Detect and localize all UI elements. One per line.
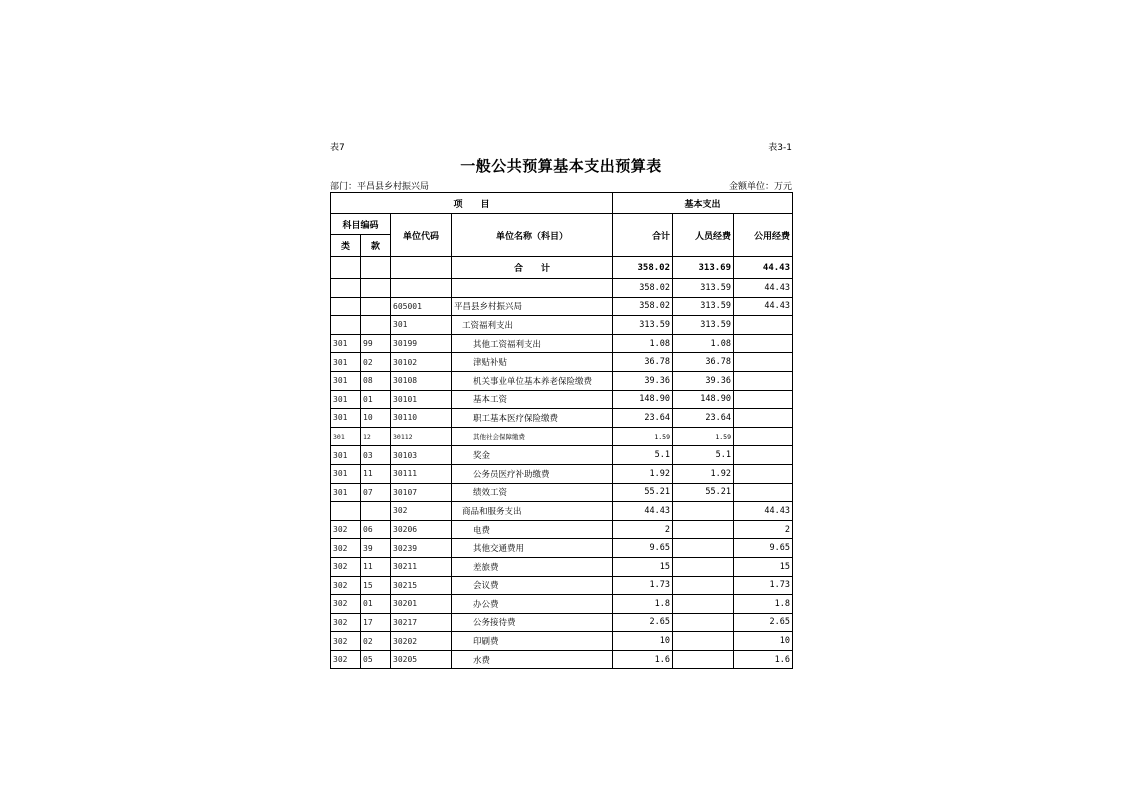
table-row: [331, 483, 793, 502]
row-kuan: 06: [361, 520, 391, 539]
table-row: [331, 613, 793, 632]
row-public: [734, 316, 793, 335]
row-public: [734, 409, 793, 428]
row-unit-code: 30107: [391, 483, 452, 502]
table-row: [331, 520, 793, 539]
subject-code-header: 科目编码: [331, 214, 391, 235]
total-personnel: 313.69: [673, 257, 734, 279]
row-unit-name: 水费: [452, 650, 613, 669]
row-unit-name: 工资福利支出: [452, 316, 613, 335]
row-unit-code: 30217: [391, 613, 452, 632]
table-row: [331, 539, 793, 558]
row-total: 2: [613, 520, 673, 539]
row-kuan: 01: [361, 390, 391, 409]
table-row: [331, 650, 793, 669]
row-total: 313.59: [613, 316, 673, 335]
table-row: [331, 316, 793, 335]
row-kuan: [361, 297, 391, 316]
personnel-header: 人员经费: [673, 214, 734, 257]
row-unit-code: 30211: [391, 557, 452, 576]
unit-code-header: 单位代码: [391, 214, 452, 257]
row-total: 1.6: [613, 650, 673, 669]
row-unit-name: 公务接待费: [452, 613, 613, 632]
row-unit-code: 30199: [391, 334, 452, 353]
row-unit-code: 30206: [391, 520, 452, 539]
row-unit-name: 机关事业单位基本养老保险缴费: [452, 371, 613, 390]
row-lei: [331, 316, 361, 335]
row-public: 2.65: [734, 613, 793, 632]
row-personnel: 313.59: [673, 316, 734, 335]
row-total: 36.78: [613, 353, 673, 372]
row-public: 15: [734, 557, 793, 576]
table-row: [331, 353, 793, 372]
row-kuan: 11: [361, 557, 391, 576]
table-row: [331, 409, 793, 428]
table-row: [331, 390, 793, 409]
row-lei: 301: [331, 334, 361, 353]
row-kuan: 08: [361, 371, 391, 390]
row-lei: 301: [331, 446, 361, 465]
row-personnel: 313.59: [673, 279, 734, 298]
row-lei: 301: [331, 353, 361, 372]
row-public: 44.43: [734, 279, 793, 298]
row-unit-code: 30205: [391, 650, 452, 669]
row-lei: 301: [331, 390, 361, 409]
row-public: [734, 390, 793, 409]
row-personnel: 5.1: [673, 446, 734, 465]
row-unit-code: 30103: [391, 446, 452, 465]
row-unit-name: 会议费: [452, 576, 613, 595]
total-public: 44.43: [734, 257, 793, 279]
row-unit-name: 平昌县乡村振兴局: [452, 297, 613, 316]
row-total: 55.21: [613, 483, 673, 502]
table-row: [331, 595, 793, 614]
row-public: 1.8: [734, 595, 793, 614]
row-unit-name: 商品和服务支出: [452, 502, 613, 521]
row-personnel: [673, 632, 734, 651]
row-lei: 301: [331, 464, 361, 483]
row-total: 39.36: [613, 371, 673, 390]
public-header: 公用经费: [734, 214, 793, 257]
table-number: 表7: [330, 143, 345, 153]
row-personnel: 39.36: [673, 371, 734, 390]
row-kuan: 10: [361, 409, 391, 428]
row-public: 10: [734, 632, 793, 651]
row-lei: 302: [331, 557, 361, 576]
row-unit-code: 30112: [391, 427, 452, 446]
unit-name-header: 单位名称（科目）: [452, 214, 613, 257]
row-kuan: [361, 502, 391, 521]
row-personnel: 1.08: [673, 334, 734, 353]
row-public: 44.43: [734, 297, 793, 316]
row-personnel: 313.59: [673, 297, 734, 316]
row-total: 1.59: [613, 427, 673, 446]
row-public: [734, 446, 793, 465]
row-kuan: 17: [361, 613, 391, 632]
row-unit-name: 津贴补贴: [452, 353, 613, 372]
row-personnel: [673, 595, 734, 614]
row-unit-code: 30201: [391, 595, 452, 614]
row-unit-name: 电费: [452, 520, 613, 539]
row-total: 1.92: [613, 464, 673, 483]
row-unit-name: 绩效工资: [452, 483, 613, 502]
row-total: 10: [613, 632, 673, 651]
row-total: 15: [613, 557, 673, 576]
table-row: [331, 576, 793, 595]
row-public: [734, 334, 793, 353]
row-unit-code: 30239: [391, 539, 452, 558]
row-personnel: [673, 539, 734, 558]
lei-header: 类: [331, 235, 361, 257]
row-kuan: 11: [361, 464, 391, 483]
table-row: [331, 427, 793, 446]
row-lei: 301: [331, 427, 361, 446]
row-unit-code: 30108: [391, 371, 452, 390]
header-row-2: [331, 214, 793, 235]
row-lei: 301: [331, 371, 361, 390]
row-unit-code: 30110: [391, 409, 452, 428]
row-personnel: 148.90: [673, 390, 734, 409]
row-lei: 302: [331, 539, 361, 558]
row-public: [734, 427, 793, 446]
row-kuan: 15: [361, 576, 391, 595]
row-personnel: [673, 557, 734, 576]
row-unit-name: [452, 279, 613, 298]
row-total: 358.02: [613, 279, 673, 298]
total-sum: 358.02: [613, 257, 673, 279]
table-row: [331, 464, 793, 483]
row-lei: 302: [331, 632, 361, 651]
row-total: 44.43: [613, 502, 673, 521]
row-unit-name: 职工基本医疗保险缴费: [452, 409, 613, 428]
row-unit-code: 301: [391, 316, 452, 335]
table-row: [331, 557, 793, 576]
table-row: [331, 371, 793, 390]
row-total: 5.1: [613, 446, 673, 465]
row-lei: [331, 502, 361, 521]
row-unit-code: 302: [391, 502, 452, 521]
row-public: [734, 353, 793, 372]
row-personnel: 23.64: [673, 409, 734, 428]
row-unit-code: 30111: [391, 464, 452, 483]
row-public: [734, 371, 793, 390]
row-unit-name: 办公费: [452, 595, 613, 614]
table-row: [331, 446, 793, 465]
row-total: 1.8: [613, 595, 673, 614]
table-sub-number: 表3-1: [768, 143, 792, 153]
row-total: 9.65: [613, 539, 673, 558]
table-row: [331, 632, 793, 651]
row-total: 2.65: [613, 613, 673, 632]
row-kuan: [361, 316, 391, 335]
row-kuan: 12: [361, 427, 391, 446]
total-header: 合计: [613, 214, 673, 257]
basic-expense-header: 基本支出: [613, 193, 793, 214]
row-unit-name: 奖金: [452, 446, 613, 465]
row-personnel: [673, 613, 734, 632]
row-public: 1.6: [734, 650, 793, 669]
row-kuan: 39: [361, 539, 391, 558]
row-kuan: 07: [361, 483, 391, 502]
department-label: 部门：平昌县乡村振兴局: [330, 182, 430, 192]
row-personnel: 36.78: [673, 353, 734, 372]
row-total: 1.08: [613, 334, 673, 353]
row-lei: 302: [331, 576, 361, 595]
row-public: [734, 483, 793, 502]
row-kuan: [361, 279, 391, 298]
table-row: [331, 502, 793, 521]
row-lei: 302: [331, 650, 361, 669]
row-unit-code: 30215: [391, 576, 452, 595]
row-personnel: [673, 520, 734, 539]
row-unit-code: 30102: [391, 353, 452, 372]
row-kuan: 03: [361, 446, 391, 465]
row-lei: [331, 297, 361, 316]
row-lei: 302: [331, 595, 361, 614]
row-unit-code: [391, 279, 452, 298]
row-lei: 301: [331, 483, 361, 502]
page-title: 一般公共预算基本支出预算表: [460, 157, 662, 175]
row-unit-name: 基本工资: [452, 390, 613, 409]
table-row: [331, 334, 793, 353]
table-row: [331, 297, 793, 316]
row-kuan: 01: [361, 595, 391, 614]
row-kuan: 99: [361, 334, 391, 353]
row-personnel: 55.21: [673, 483, 734, 502]
row-lei: 302: [331, 613, 361, 632]
row-unit-code: 605001: [391, 297, 452, 316]
row-total: 23.64: [613, 409, 673, 428]
row-unit-name: 公务员医疗补助缴费: [452, 464, 613, 483]
row-unit-name: 其他工资福利支出: [452, 334, 613, 353]
row-unit-name: 差旅费: [452, 557, 613, 576]
row-kuan: 02: [361, 353, 391, 372]
row-unit-name: 印刷费: [452, 632, 613, 651]
table-row: [331, 279, 793, 298]
row-personnel: 1.92: [673, 464, 734, 483]
row-public: 9.65: [734, 539, 793, 558]
amount-unit-label: 金额单位：万元: [728, 182, 792, 192]
row-unit-code: 30202: [391, 632, 452, 651]
total-label: 合 计: [452, 257, 613, 279]
header-row-1: [331, 193, 793, 214]
row-personnel: [673, 650, 734, 669]
budget-table: [330, 192, 793, 669]
row-public: [734, 464, 793, 483]
row-lei: 302: [331, 520, 361, 539]
item-header: 项 目: [331, 193, 613, 214]
row-public: 44.43: [734, 502, 793, 521]
row-kuan: 05: [361, 650, 391, 669]
row-personnel: 1.59: [673, 427, 734, 446]
kuan-header: 款: [361, 235, 391, 257]
total-row: [331, 257, 793, 279]
row-total: 148.90: [613, 390, 673, 409]
row-unit-code: 30101: [391, 390, 452, 409]
row-public: 1.73: [734, 576, 793, 595]
row-personnel: [673, 576, 734, 595]
row-public: 2: [734, 520, 793, 539]
row-lei: 301: [331, 409, 361, 428]
row-total: 1.73: [613, 576, 673, 595]
row-lei: [331, 279, 361, 298]
row-unit-name: 其他社会保障缴费: [452, 427, 613, 446]
row-total: 358.02: [613, 297, 673, 316]
row-unit-name: 其他交通费用: [452, 539, 613, 558]
row-kuan: 02: [361, 632, 391, 651]
row-personnel: [673, 502, 734, 521]
